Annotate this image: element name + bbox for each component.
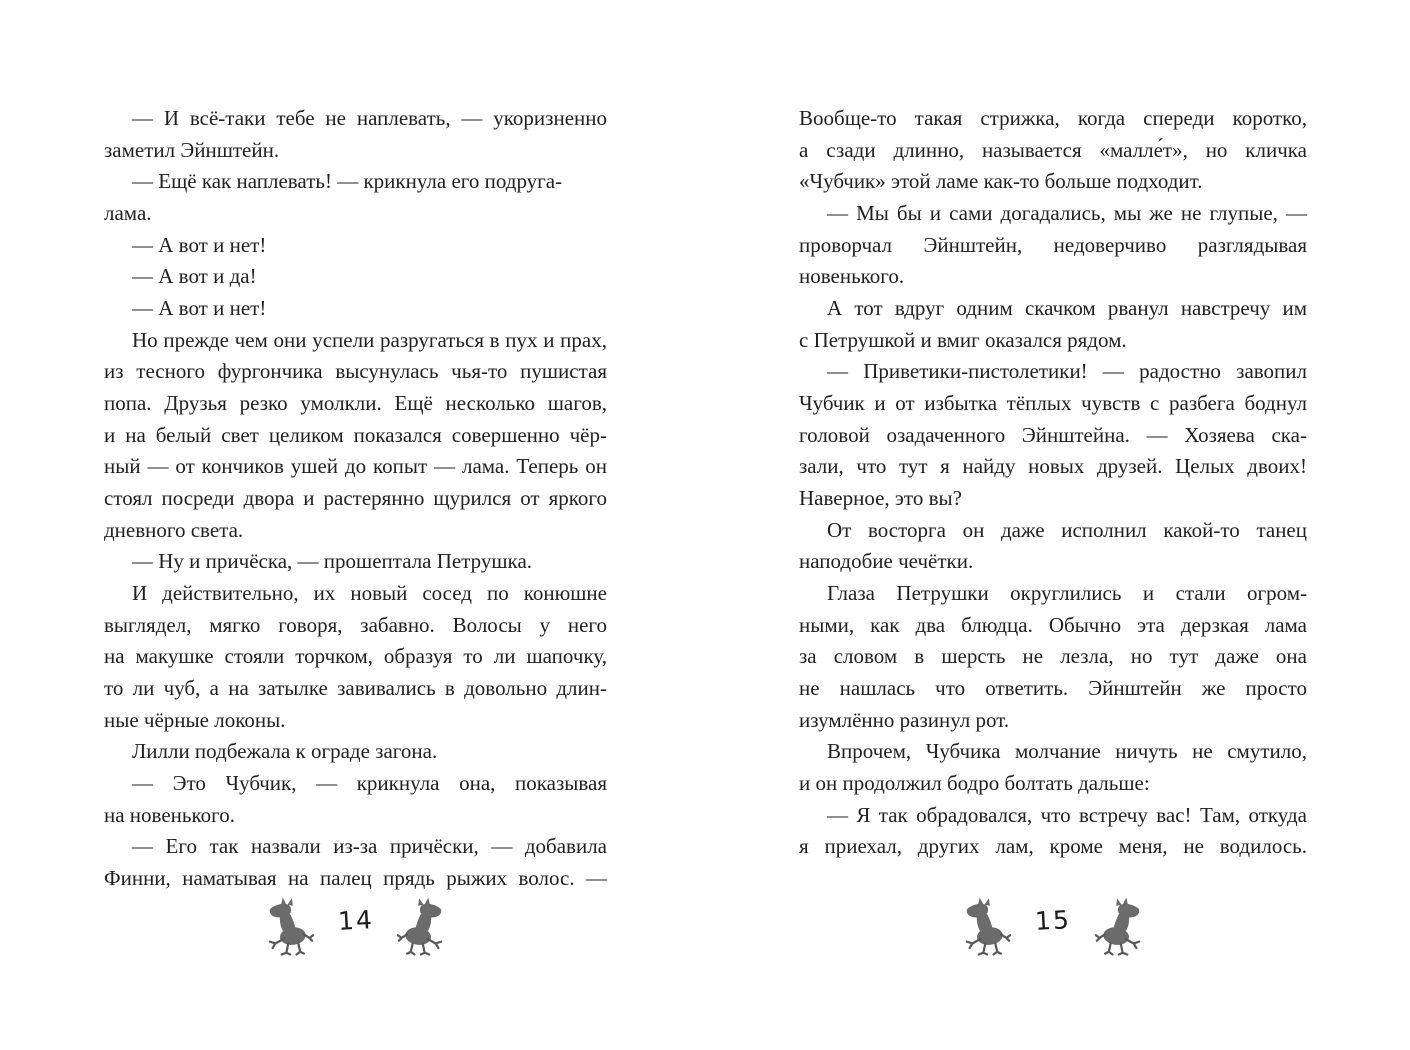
text-line: Чубчик и от избытка тёплых чувств с разбега боднул <box>799 391 1307 416</box>
text-line: стоял посреди двора и растерянно щурился от яркого <box>104 486 607 511</box>
text-block <box>799 103 1307 863</box>
text-line: выглядел, мягко говоря, забавно. Волосы у него <box>104 612 607 637</box>
text-line: — Я так обрадовался, что встречу вас! Там, откуда <box>827 802 1307 827</box>
llama-icon <box>965 894 1011 958</box>
text-line: ными, как два блюдца. Обычно эта дерзкая лама <box>799 612 1307 637</box>
text-line: и на белый свет целиком показался совершенно чёр- <box>104 422 607 447</box>
text-line: я приехал, других лам, кроме меня, не водилось. <box>799 834 1307 859</box>
text-line: попа. Друзья резко умолкли. Ещё несколько шагов, <box>104 391 607 416</box>
llama-icon <box>1095 894 1141 958</box>
text-line: проворчал Эйнштейн, недоверчиво разглядывая <box>799 232 1307 257</box>
page-footer <box>799 890 1307 962</box>
text-line: И действительно, их новый сосед по конюшне <box>132 581 607 606</box>
text-line: — Приветики-пистолетики! — радостно завопил <box>827 359 1307 384</box>
text-line: От восторга он даже исполнил какой-то танец <box>827 517 1307 542</box>
text-line: и он продолжил бодро болтать дальше: <box>799 771 1150 796</box>
text-line: новенького. <box>799 264 905 289</box>
text-line: дневного света. <box>104 517 244 542</box>
text-line: из тесного фургончика высунулась чья-то пушистая <box>104 359 607 384</box>
text-line: Финни, наматывая на палец прядь рыжих волос. — <box>104 866 607 891</box>
text-line: зали, что тут я найду новых друзей. Целых двоих! <box>799 454 1307 479</box>
text-line: Лилли подбежала к ограде загона. <box>132 739 438 764</box>
text-line: — А вот и нет! <box>132 232 267 257</box>
text-line: заметил Эйнштейн. <box>104 137 280 162</box>
text-line: А тот вдруг одним скачком рванул навстречу им <box>827 296 1307 321</box>
text-line: наподобие чечётки. <box>799 549 974 574</box>
text-line: «Чубчик» этой ламе как-то больше подходит. <box>799 169 1203 194</box>
text-line: изумлённо разинул рот. <box>799 707 1010 732</box>
text-line: ные чёрные локоны. <box>104 707 286 732</box>
text-line: — Ещё как наплевать! — крикнула его подруга-лама. <box>104 169 563 226</box>
text-line: то ли чуб, а на затылке завивались в довольно длин- <box>104 676 607 701</box>
text-line: — Это Чубчик, — крикнула она, показывая <box>132 771 607 796</box>
text-line: за словом в шерсть не лезла, но тут даже она <box>799 644 1307 669</box>
text-line: Но прежде чем они успели разругаться в пух и прах, <box>132 327 607 352</box>
text-line: — Ну и причёска, — прошептала Петрушка. <box>132 549 533 574</box>
text-line: а сзади длинно, называется «малле́т», но кличка <box>799 137 1307 162</box>
page-number: 15 <box>1034 904 1072 936</box>
text-line: ный — от кончиков ушей до копыт — лама. Теперь он <box>104 454 607 479</box>
text-line: Впрочем, Чубчика молчание ничуть не смутило, <box>827 739 1307 764</box>
page-number: 14 <box>336 904 375 936</box>
text-line: Вообще-то такая стрижка, когда спереди коротко, <box>799 106 1307 130</box>
text-line: — А вот и да! <box>132 264 257 289</box>
text-line: на новенького. <box>104 802 235 827</box>
text-line: — И всё-таки тебе не наплевать, — укоризненно <box>132 106 607 130</box>
text-line: — Его так назвали из-за причёски, — добавила <box>132 834 607 859</box>
text-line: Глаза Петрушки округлились и стали огром- <box>827 581 1307 606</box>
text-line: на макушке стояли торчком, образуя то ли шапочку, <box>104 644 607 669</box>
text-line: головой озадаченного Эйнштейна. — Хозяева ска- <box>799 422 1307 447</box>
text-line: — А вот и нет! <box>132 296 267 321</box>
text-line: с Петрушкой и вмиг оказался рядом. <box>799 327 1127 352</box>
text-line: Наверное, это вы? <box>799 486 962 511</box>
text-line: не нашлась что ответить. Эйнштейн же просто <box>799 676 1307 701</box>
text-line: — Мы бы и сами догадались, мы же не глупые, — <box>827 201 1307 226</box>
